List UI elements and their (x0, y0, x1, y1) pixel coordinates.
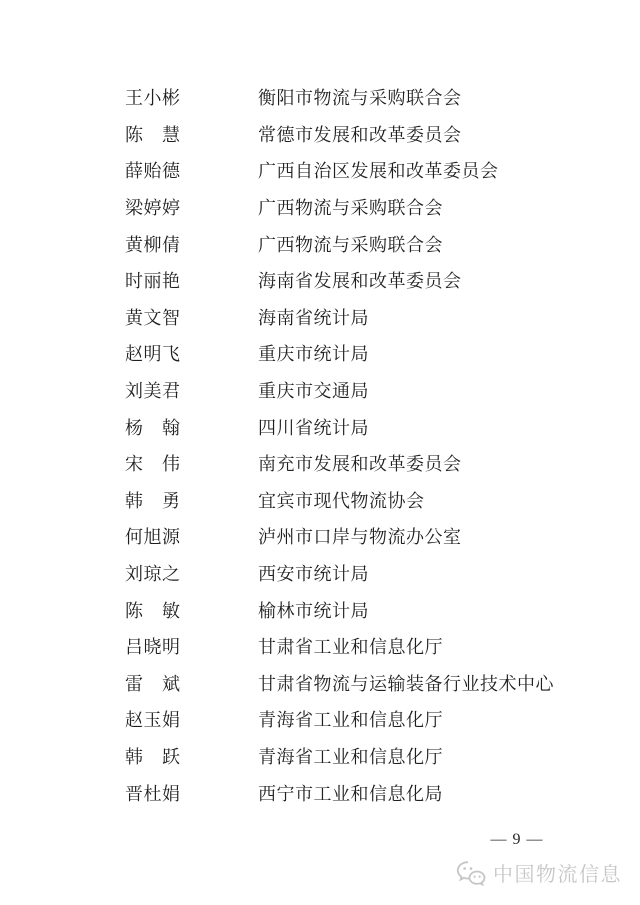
person-name: 韩 跃 (125, 746, 181, 767)
person-name: 雷 斌 (125, 673, 181, 694)
person-name: 黄文智 (125, 307, 181, 328)
organization-name: 南充市发展和改革委员会 (258, 454, 462, 475)
table-row (0, 518, 640, 555)
table-row (0, 189, 640, 226)
organization-name: 西宁市工业和信息化局 (258, 783, 443, 804)
table-row (0, 299, 640, 336)
organization-name: 广西自治区发展和改革委员会 (258, 161, 499, 182)
organization-name: 重庆市统计局 (258, 344, 369, 365)
organization-name: 青海省工业和信息化厅 (258, 710, 443, 731)
table-row (0, 116, 640, 153)
organization-name: 衡阳市物流与采购联合会 (258, 88, 462, 109)
table-row (0, 152, 640, 189)
person-name: 杨 翰 (125, 417, 181, 438)
watermark-label: 中国物流信息 (493, 864, 622, 886)
person-name: 薛贻德 (125, 161, 181, 182)
table-row (0, 408, 640, 445)
person-name: 时丽艳 (125, 271, 181, 292)
organization-name: 广西物流与采购联合会 (258, 198, 443, 219)
organization-name: 重庆市交通局 (258, 381, 369, 402)
organization-name: 海南省发展和改革委员会 (258, 271, 462, 292)
person-name: 黄柳倩 (125, 234, 181, 255)
organization-name: 海南省统计局 (258, 307, 369, 328)
person-name: 陈 敏 (125, 600, 181, 621)
roster-list (0, 79, 640, 811)
organization-name: 宜宾市现代物流协会 (258, 490, 425, 511)
organization-name: 榆林市统计局 (258, 600, 369, 621)
organization-name: 甘肃省工业和信息化厅 (258, 637, 443, 658)
table-row (0, 445, 640, 482)
table-row (0, 738, 640, 775)
table-row (0, 482, 640, 519)
person-name: 刘琼之 (125, 564, 181, 585)
person-name: 何旭源 (125, 527, 181, 548)
person-name: 赵明飞 (125, 344, 181, 365)
person-name: 晋杜娟 (125, 783, 181, 804)
person-name: 王小彬 (125, 88, 181, 109)
table-row (0, 665, 640, 702)
table-row (0, 372, 640, 409)
table-row (0, 774, 640, 811)
organization-name: 广西物流与采购联合会 (258, 234, 443, 255)
table-row (0, 555, 640, 592)
table-row (0, 79, 640, 116)
table-row (0, 335, 640, 372)
watermark (456, 858, 622, 887)
person-name: 宋 伟 (125, 454, 181, 475)
person-name: 梁婷婷 (125, 198, 181, 219)
table-row (0, 701, 640, 738)
organization-name: 西安市统计局 (258, 564, 369, 585)
table-row (0, 262, 640, 299)
organization-name: 甘肃省物流与运输装备行业技术中心 (258, 673, 554, 694)
person-name: 吕晓明 (125, 637, 181, 658)
organization-name: 常德市发展和改革委员会 (258, 124, 462, 145)
table-row (0, 225, 640, 262)
wechat-logo-icon (456, 860, 488, 886)
organization-name: 泸州市口岸与物流办公室 (258, 527, 462, 548)
person-name: 韩 勇 (125, 490, 181, 511)
table-row (0, 628, 640, 665)
organization-name: 四川省统计局 (258, 417, 369, 438)
person-name: 陈 慧 (125, 124, 181, 145)
page-number: — 9 — (490, 831, 544, 848)
organization-name: 青海省工业和信息化厅 (258, 746, 443, 767)
table-row (0, 591, 640, 628)
person-name: 刘美君 (125, 381, 181, 402)
person-name: 赵玉娟 (125, 710, 181, 731)
